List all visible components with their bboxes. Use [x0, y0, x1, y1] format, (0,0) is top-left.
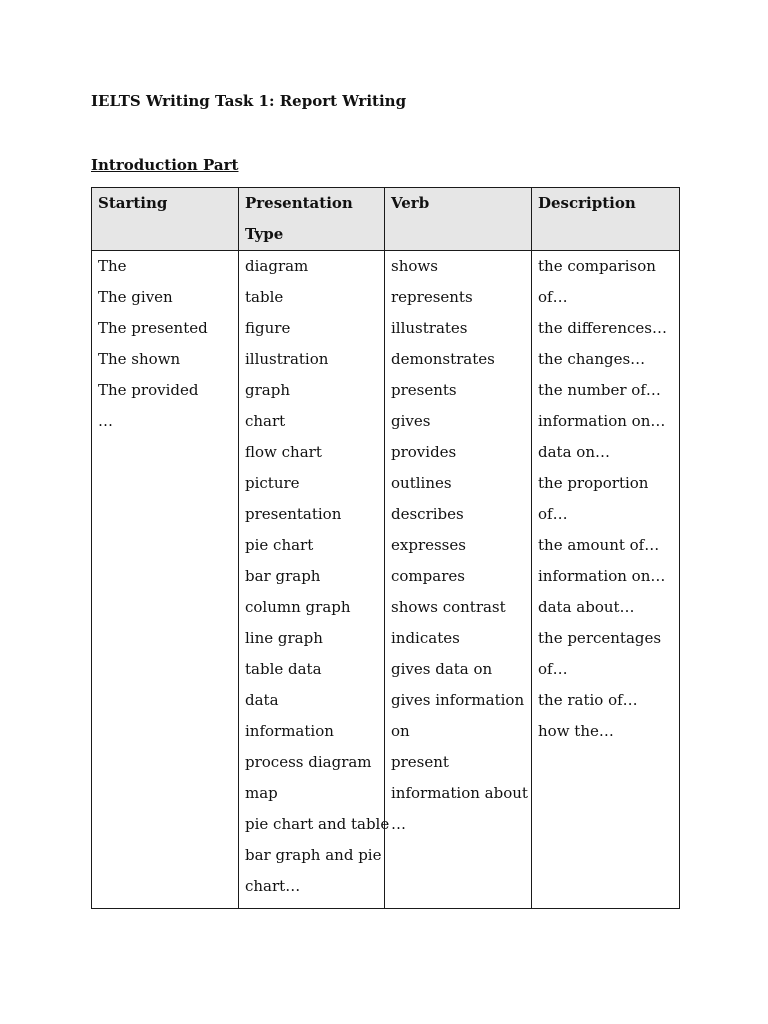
- verb-item: represents: [391, 288, 473, 306]
- starting-item: The provided: [98, 381, 199, 399]
- presentation-type-item: line graph: [245, 629, 323, 647]
- header-presentation-type: [239, 188, 385, 251]
- description-item: information on…: [538, 567, 666, 585]
- starting-item: The presented: [98, 319, 208, 337]
- header-line: Presentation: [245, 194, 353, 212]
- description-item: of…: [538, 505, 568, 523]
- starting-item: The shown: [98, 350, 181, 368]
- verb-item: information about: [391, 784, 528, 802]
- introduction-table: [91, 187, 680, 909]
- verb-item: shows: [391, 257, 438, 275]
- presentation-type-item: data: [245, 691, 279, 709]
- presentation-type-item: map: [245, 784, 278, 802]
- verb-item: gives data on: [391, 660, 493, 678]
- presentation-type-item: bar graph: [245, 567, 321, 585]
- verb-item: shows contrast: [391, 598, 506, 616]
- verb-item: presents: [391, 381, 457, 399]
- verb-item: …: [391, 815, 406, 833]
- presentation-type-item: figure: [245, 319, 291, 337]
- verb-item: gives information: [391, 691, 525, 709]
- presentation-type-item: pie chart: [245, 536, 314, 554]
- table-row: [92, 251, 680, 909]
- verb-item: outlines: [391, 474, 452, 492]
- presentation-type-item: table: [245, 288, 284, 306]
- description-item: the changes…: [538, 350, 646, 368]
- header-line: Type: [245, 225, 284, 243]
- presentation-type-item: information: [245, 722, 334, 740]
- header-description: [532, 188, 680, 251]
- presentation-type-item: presentation: [245, 505, 342, 523]
- description-item: of…: [538, 288, 568, 306]
- presentation-type-item: flow chart: [245, 443, 322, 461]
- description-item: data on…: [538, 443, 610, 461]
- verb-item: demonstrates: [391, 350, 495, 368]
- presentation-type-item: illustration: [245, 350, 329, 368]
- presentation-type-item: diagram: [245, 257, 309, 275]
- header-starting: [92, 188, 239, 251]
- header-line: Description: [538, 194, 636, 212]
- verb-item: expresses: [391, 536, 466, 554]
- presentation-type-item: pie chart and table: [245, 815, 390, 833]
- verb-item: provides: [391, 443, 457, 461]
- verb-item: illustrates: [391, 319, 468, 337]
- description-item: the proportion: [538, 474, 649, 492]
- description-item: the comparison: [538, 257, 656, 275]
- presentation-type-item: graph: [245, 381, 290, 399]
- verb-cell: [385, 251, 532, 909]
- description-cell: [532, 251, 680, 909]
- presentation-type-item: chart…: [245, 877, 301, 895]
- verb-item: describes: [391, 505, 464, 523]
- table-header-row: [92, 188, 680, 251]
- presentation-type-cell: [239, 251, 390, 909]
- verb-item: indicates: [391, 629, 460, 647]
- verb-item: compares: [391, 567, 465, 585]
- description-item: the differences…: [538, 319, 667, 337]
- presentation-type-item: chart: [245, 412, 286, 430]
- section-heading: Introduction Part: [91, 156, 239, 174]
- description-item: data about…: [538, 598, 635, 616]
- starting-item: …: [98, 412, 113, 430]
- verb-item: gives: [391, 412, 431, 430]
- presentation-type-item: table data: [245, 660, 322, 678]
- description-item: the percentages: [538, 629, 662, 647]
- verb-item: present: [391, 753, 449, 771]
- header-line: Starting: [98, 194, 168, 212]
- starting-cell: [92, 251, 239, 909]
- presentation-type-item: column graph: [245, 598, 351, 616]
- starting-item: The: [98, 257, 127, 275]
- description-item: how the…: [538, 722, 614, 740]
- document-title: IELTS Writing Task 1: Report Writing: [91, 92, 407, 110]
- header-verb: [385, 188, 532, 251]
- verb-item: on: [391, 722, 410, 740]
- starting-item: The given: [98, 288, 173, 306]
- presentation-type-item: picture: [245, 474, 300, 492]
- header-line: Verb: [391, 194, 430, 212]
- presentation-type-item: process diagram: [245, 753, 372, 771]
- description-item: the amount of…: [538, 536, 660, 554]
- description-item: of…: [538, 660, 568, 678]
- description-item: the number of…: [538, 381, 661, 399]
- presentation-type-item: bar graph and pie: [245, 846, 382, 864]
- description-item: the ratio of…: [538, 691, 638, 709]
- description-item: information on…: [538, 412, 666, 430]
